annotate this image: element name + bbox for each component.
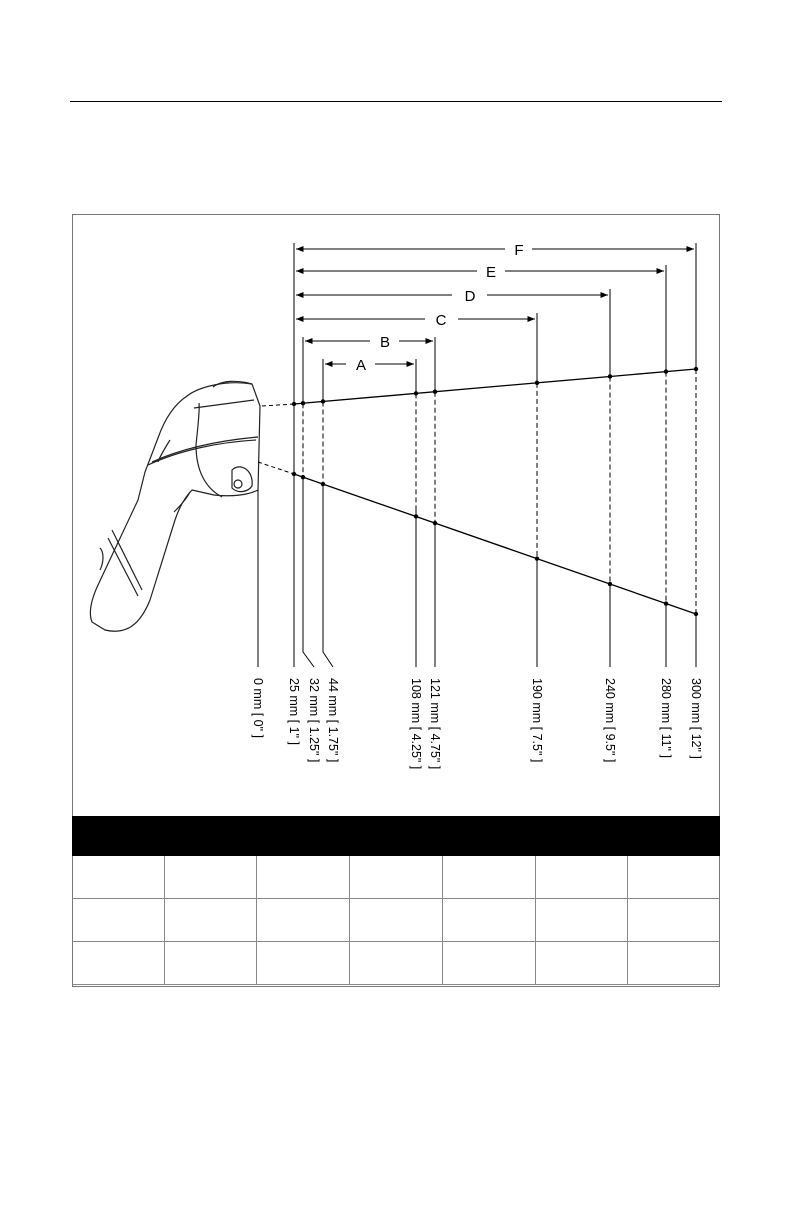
field-point <box>321 399 325 403</box>
lower-field-line <box>294 474 696 614</box>
table-cell <box>257 856 350 898</box>
scan-field-lines <box>294 369 696 614</box>
beam-exit-dashes <box>258 404 294 474</box>
table-cell <box>72 856 165 898</box>
distance-label: 280 mm [ 11" ] <box>659 678 673 758</box>
table-row <box>72 942 720 985</box>
table-row <box>72 856 720 899</box>
specification-table <box>72 856 720 985</box>
table-cell <box>443 899 536 941</box>
distance-leader-lines <box>258 474 696 667</box>
range-d-label: D <box>464 288 476 305</box>
distance-label: 300 mm [ 12" ] <box>689 678 703 759</box>
range-a-label: A <box>355 357 367 374</box>
range-c-label: C <box>435 312 447 329</box>
table-cell <box>628 856 720 898</box>
table-cell <box>72 899 165 941</box>
table-cell <box>536 856 629 898</box>
field-point <box>301 401 305 405</box>
field-point <box>535 381 539 385</box>
distance-label: 25 mm [ 1" ] <box>287 678 301 745</box>
table-cell <box>165 856 258 898</box>
table-cell <box>536 942 629 984</box>
table-cell <box>165 899 258 941</box>
scanner-illustration <box>90 381 260 631</box>
range-b-label: B <box>379 334 391 351</box>
distance-label: 32 mm [ 1.25" ] <box>307 678 321 763</box>
range-e-label: E <box>485 264 497 281</box>
upper-field-line <box>294 369 696 404</box>
table-cell <box>257 942 350 984</box>
field-point <box>664 369 668 373</box>
field-point <box>292 402 296 406</box>
table-row <box>72 899 720 942</box>
distance-label: 0 mm [ 0" ] <box>251 678 265 739</box>
table-cell <box>350 856 443 898</box>
table-cell <box>443 856 536 898</box>
field-point <box>414 391 418 395</box>
distance-label: 121 mm [ 4.75" ] <box>428 678 442 770</box>
table-cell <box>536 899 629 941</box>
table-cell <box>257 899 350 941</box>
field-point <box>433 390 437 394</box>
table-cell <box>350 899 443 941</box>
distance-label: 190 mm [ 7.5" ] <box>530 678 544 763</box>
distance-label: 108 mm [ 4.25" ] <box>409 678 423 770</box>
table-cell <box>72 942 165 984</box>
field-point <box>694 367 698 371</box>
table-cell <box>628 899 720 941</box>
field-points <box>292 367 698 616</box>
distance-label: 44 mm [ 1.75" ] <box>326 678 340 763</box>
table-cell <box>628 942 720 984</box>
range-f-label: F <box>514 242 524 259</box>
table-cell <box>350 942 443 984</box>
table-cell <box>443 942 536 984</box>
distance-marker-lines <box>294 243 696 614</box>
table-cell <box>165 942 258 984</box>
field-point <box>608 374 612 378</box>
distance-label: 240 mm [ 9.5" ] <box>603 678 617 763</box>
table-header-bar <box>72 816 720 856</box>
